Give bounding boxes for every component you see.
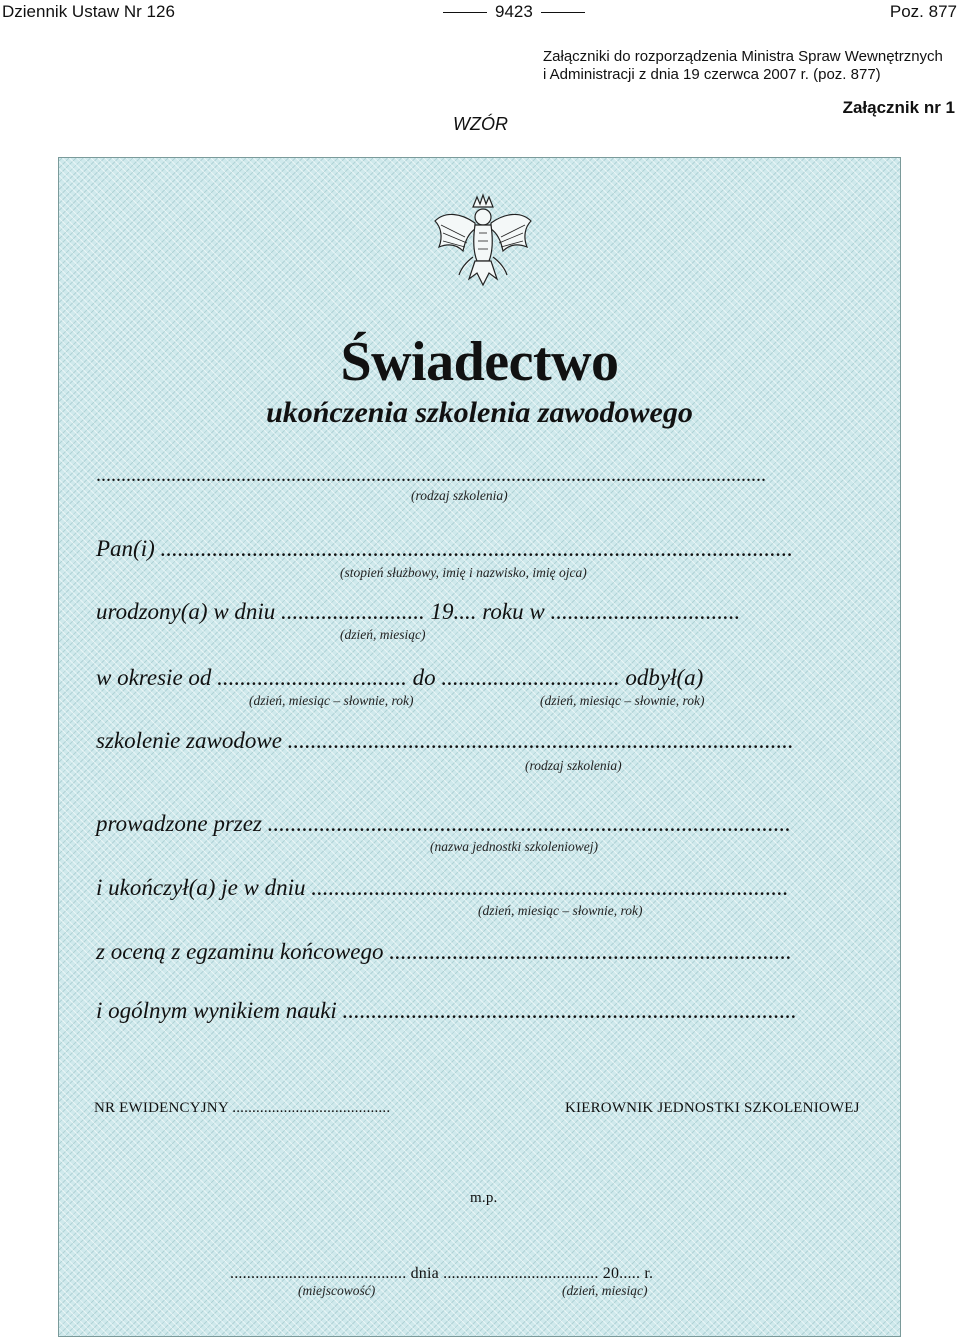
finished-line[interactable]: i ukończył(a) je w dniu ................................................................................... <box>96 875 789 900</box>
date-hint: (dzień, miesiąc) <box>562 1283 648 1298</box>
born-hint: (dzień, miesiąc) <box>340 627 426 642</box>
annex-note-line2: i Administracji z dnia 19 czerwca 2007 r. (poz. 877) <box>543 66 881 83</box>
finished-hint: (dzień, miesiąc – słownie, rok) <box>478 903 643 918</box>
registration-number[interactable]: NR EWIDENCYJNY ........................................ <box>94 1100 391 1116</box>
place-date-line[interactable]: .......................................... dnia ..................................... 20..... r. <box>230 1265 654 1282</box>
position-number: Poz. 877 <box>889 2 957 21</box>
dash-right <box>541 12 585 13</box>
grade-line[interactable]: z oceną z egzaminu końcowego ...................................................................... <box>96 939 792 964</box>
person-line[interactable]: Pan(i) .............................................................................................................. <box>96 536 794 561</box>
journal-title: Dziennik Ustaw Nr 126 <box>2 2 175 21</box>
head-of-unit-label: KIEROWNIK JEDNOSTKI SZKOLENIOWEJ <box>565 1100 860 1116</box>
period-from-hint: (dzień, miesiąc – słownie, rok) <box>249 693 414 708</box>
conducted-hint: (nazwa jednostki szkoleniowej) <box>430 839 598 854</box>
training-line[interactable]: szkolenie zawodowe ........................................................................................ <box>96 728 794 753</box>
overall-result-line[interactable]: i ogólnym wynikiem nauki ............................................................................... <box>96 998 797 1023</box>
training-type-dotted-line[interactable]: ...................................................................................................................................... <box>96 464 766 486</box>
period-to-hint: (dzień, miesiąc – słownie, rok) <box>540 693 705 708</box>
born-line[interactable]: urodzony(a) w dniu ......................... 19.... roku w ................................. <box>96 599 741 624</box>
training-type-hint: (rodzaj szkolenia) <box>411 488 508 503</box>
period-line[interactable]: w okresie od ................................. do ............................... odbył(a) <box>96 665 704 690</box>
page-number-text: 9423 <box>495 2 533 21</box>
annex-note <box>543 48 943 84</box>
template-label: WZÓR <box>453 114 508 134</box>
dash-left <box>443 12 487 13</box>
polish-eagle-emblem <box>423 193 543 293</box>
annex-label: Załącznik nr 1 <box>842 98 955 117</box>
annex-note-line1: Załączniki do rozporządzenia Ministra Spraw Wewnętrznych <box>543 48 943 65</box>
person-hint: (stopień służbowy, imię i nazwisko, imię ojca) <box>340 565 587 580</box>
certificate-form <box>58 157 901 1337</box>
conducted-line[interactable]: prowadzone przez ........................................................................................... <box>96 811 791 836</box>
page-number <box>435 2 593 22</box>
stamp-place: m.p. <box>470 1190 498 1206</box>
certificate-subtitle: ukończenia szkolenia zawodowego <box>266 396 693 429</box>
place-hint: (miejscowość) <box>298 1283 376 1298</box>
certificate-title: Świadectwo <box>340 331 619 393</box>
training-hint: (rodzaj szkolenia) <box>525 758 622 773</box>
